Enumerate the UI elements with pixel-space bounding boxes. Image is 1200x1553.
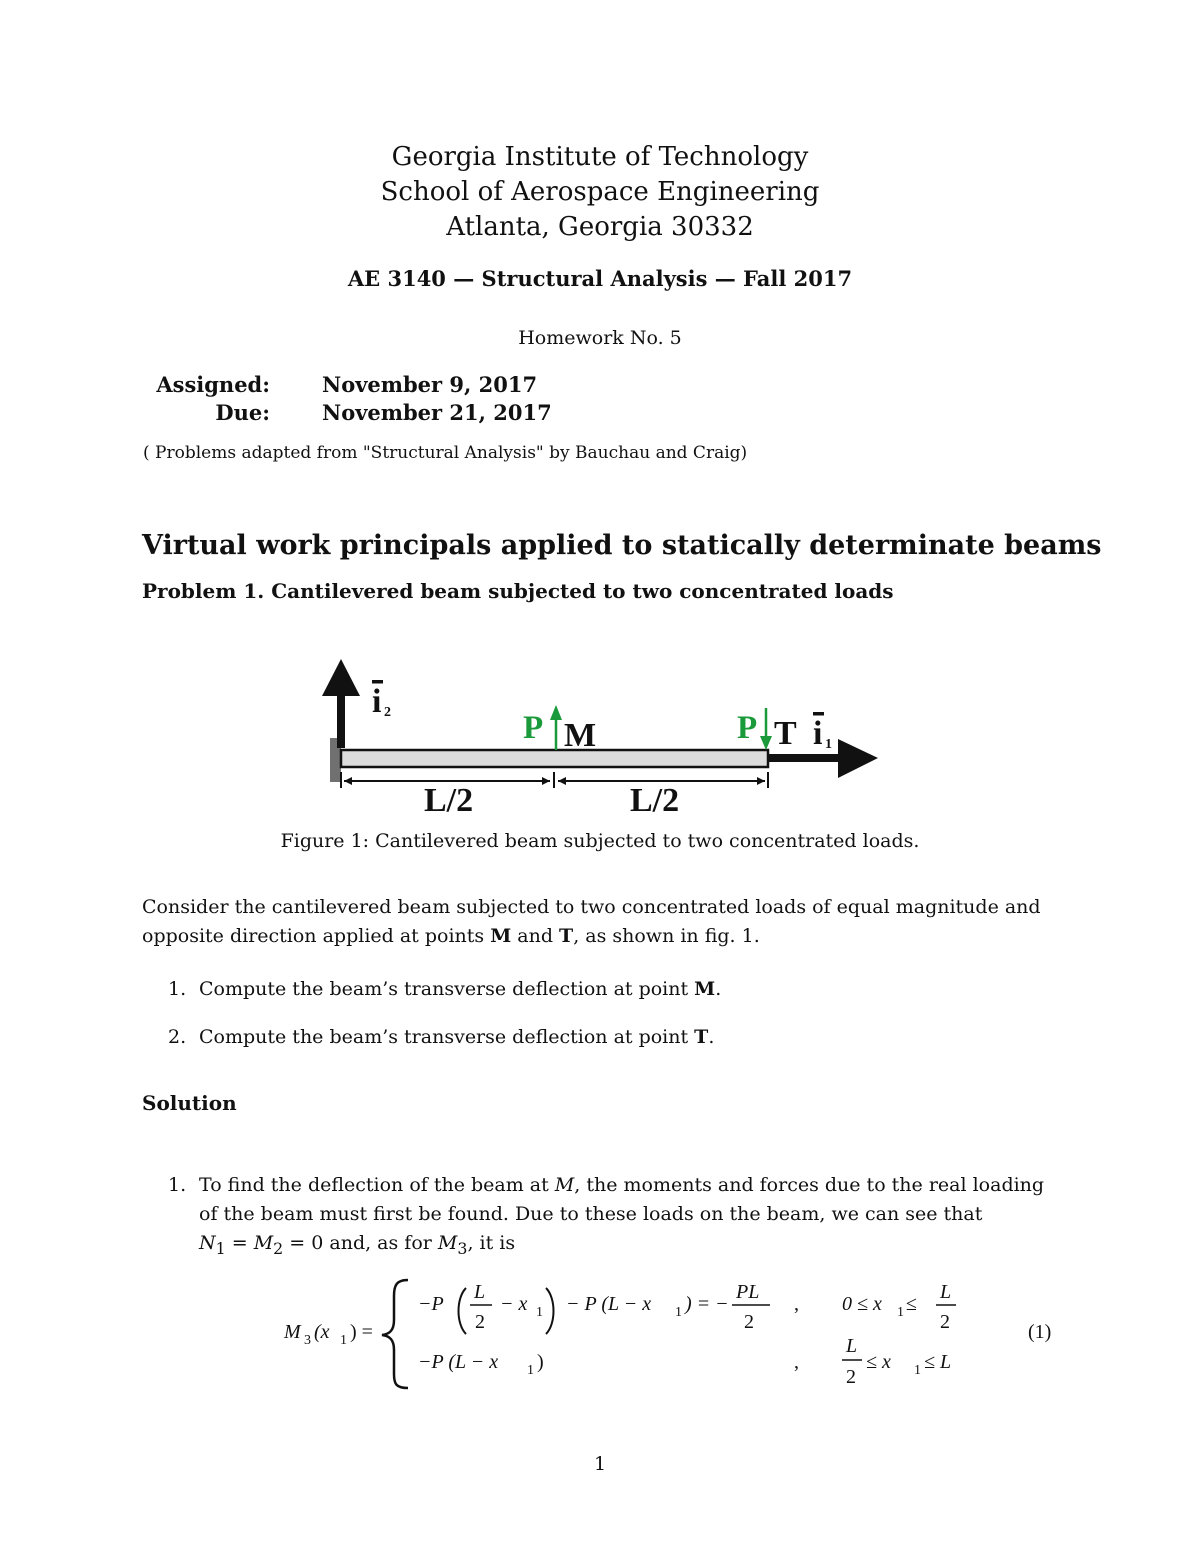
svg-text:2: 2 (744, 1311, 754, 1333)
svg-text:1: 1 (675, 1305, 682, 1320)
svg-text:L: L (846, 1335, 858, 1357)
task-2-number: 2. (168, 1026, 187, 1048)
svg-text:(1): (1) (1028, 1321, 1052, 1343)
load-arrow-t-head (760, 736, 772, 750)
svg-text:0 ≤ x: 0 ≤ x (842, 1293, 882, 1315)
axis-i2-shaft (337, 695, 345, 748)
svg-text:−P (L − x: −P (L − x (418, 1351, 499, 1373)
svg-text:3: 3 (304, 1333, 311, 1348)
solution-line-3: $N_1 = M_2 = 0$ and, as for $M_3$, it is (199, 1232, 516, 1258)
svg-text:,: , (794, 1351, 799, 1373)
due-label: Due: (215, 400, 270, 425)
load-arrow-m-head (550, 705, 562, 720)
svg-text:1: 1 (914, 1363, 921, 1378)
label-p-right: P (737, 710, 758, 746)
solution-1-number: 1. (168, 1174, 187, 1196)
svg-text:L: L (474, 1281, 486, 1303)
svg-text:1: 1 (340, 1333, 347, 1348)
school-name: School of Aerospace Engineering (380, 177, 820, 207)
course-line: AE 3140 — Structural Analysis — Fall 2017 (347, 266, 853, 291)
svg-text:1: 1 (527, 1363, 534, 1378)
label-i2-sub: 2 (384, 705, 391, 720)
svg-text:− x: − x (500, 1293, 528, 1315)
beam (341, 750, 768, 767)
svg-text:≤ L: ≤ L (924, 1351, 952, 1373)
assigned-date: November 9, 2017 (322, 372, 538, 397)
task-1-number: 1. (168, 978, 187, 1000)
section-title: Virtual work principals applied to statically determinate beams (142, 530, 1102, 561)
task-1: Compute the beam’s transverse deflection at point M. (199, 978, 722, 1000)
axis-i1-shaft (768, 754, 842, 762)
label-i1-sub: 1 (825, 737, 832, 752)
assigned-label: Assigned: (156, 372, 270, 397)
svg-text:1: 1 (897, 1305, 904, 1320)
svg-text:): ) (537, 1351, 544, 1373)
svg-text:−P: −P (418, 1293, 444, 1315)
svg-text:M: M (284, 1321, 301, 1343)
intro-line-2: opposite direction applied at points M and T, as shown in fig. 1. (142, 925, 760, 947)
page-number: 1 (593, 1453, 607, 1475)
svg-text:) =: ) = (350, 1321, 373, 1343)
svg-text:(x: (x (314, 1321, 330, 1343)
svg-text:2: 2 (846, 1366, 856, 1388)
svg-text:≤ x: ≤ x (866, 1351, 891, 1373)
label-t: T (774, 715, 797, 752)
svg-text:) = −: ) = − (685, 1293, 729, 1315)
svg-text:PL: PL (736, 1281, 760, 1303)
label-i2: i (372, 683, 382, 720)
axis-i1-arrowhead (838, 739, 878, 778)
svg-text:1: 1 (536, 1305, 543, 1320)
svg-text:2: 2 (940, 1311, 950, 1333)
svg-text:L: L (940, 1281, 952, 1303)
svg-text:2: 2 (475, 1311, 485, 1333)
solution-heading: Solution (142, 1091, 237, 1115)
label-l2-right: L/2 (630, 782, 680, 819)
figure-caption: Figure 1: Cantilevered beam subjected to two concentrated loads. (280, 830, 920, 852)
source-note: ( Problems adapted from "Structural Analysis" by Bauchau and Craig) (143, 443, 748, 463)
label-l2-left: L/2 (424, 782, 474, 819)
axis-i2-arrowhead (322, 659, 360, 696)
svg-text:≤: ≤ (906, 1293, 917, 1315)
solution-line-1: To find the deflection of the beam at M, the moments and forces due to the real loading (199, 1174, 1045, 1196)
label-i1: i (813, 715, 823, 752)
label-p-left: P (523, 710, 544, 746)
intro-line-1: Consider the cantilevered beam subjected to two concentrated loads of equal magnitude and (142, 896, 1041, 918)
homework-number: Homework No. 5 (518, 327, 682, 349)
equation-1 (270, 1270, 1070, 1395)
solution-line-2: of the beam must first be found. Due to these loads on the beam, we can see that (199, 1203, 983, 1225)
due-date: November 21, 2017 (322, 400, 552, 425)
task-2: Compute the beam’s transverse deflection at point T. (199, 1026, 715, 1048)
problem-title: Problem 1. Cantilevered beam subjected to two concentrated loads (142, 579, 894, 603)
svg-text:− P (L − x: − P (L − x (566, 1293, 652, 1315)
label-m: M (564, 717, 597, 754)
svg-text:,: , (794, 1293, 799, 1315)
city-line: Atlanta, Georgia 30332 (446, 212, 754, 242)
institute-name: Georgia Institute of Technology (391, 142, 809, 172)
beam-figure (300, 650, 900, 825)
